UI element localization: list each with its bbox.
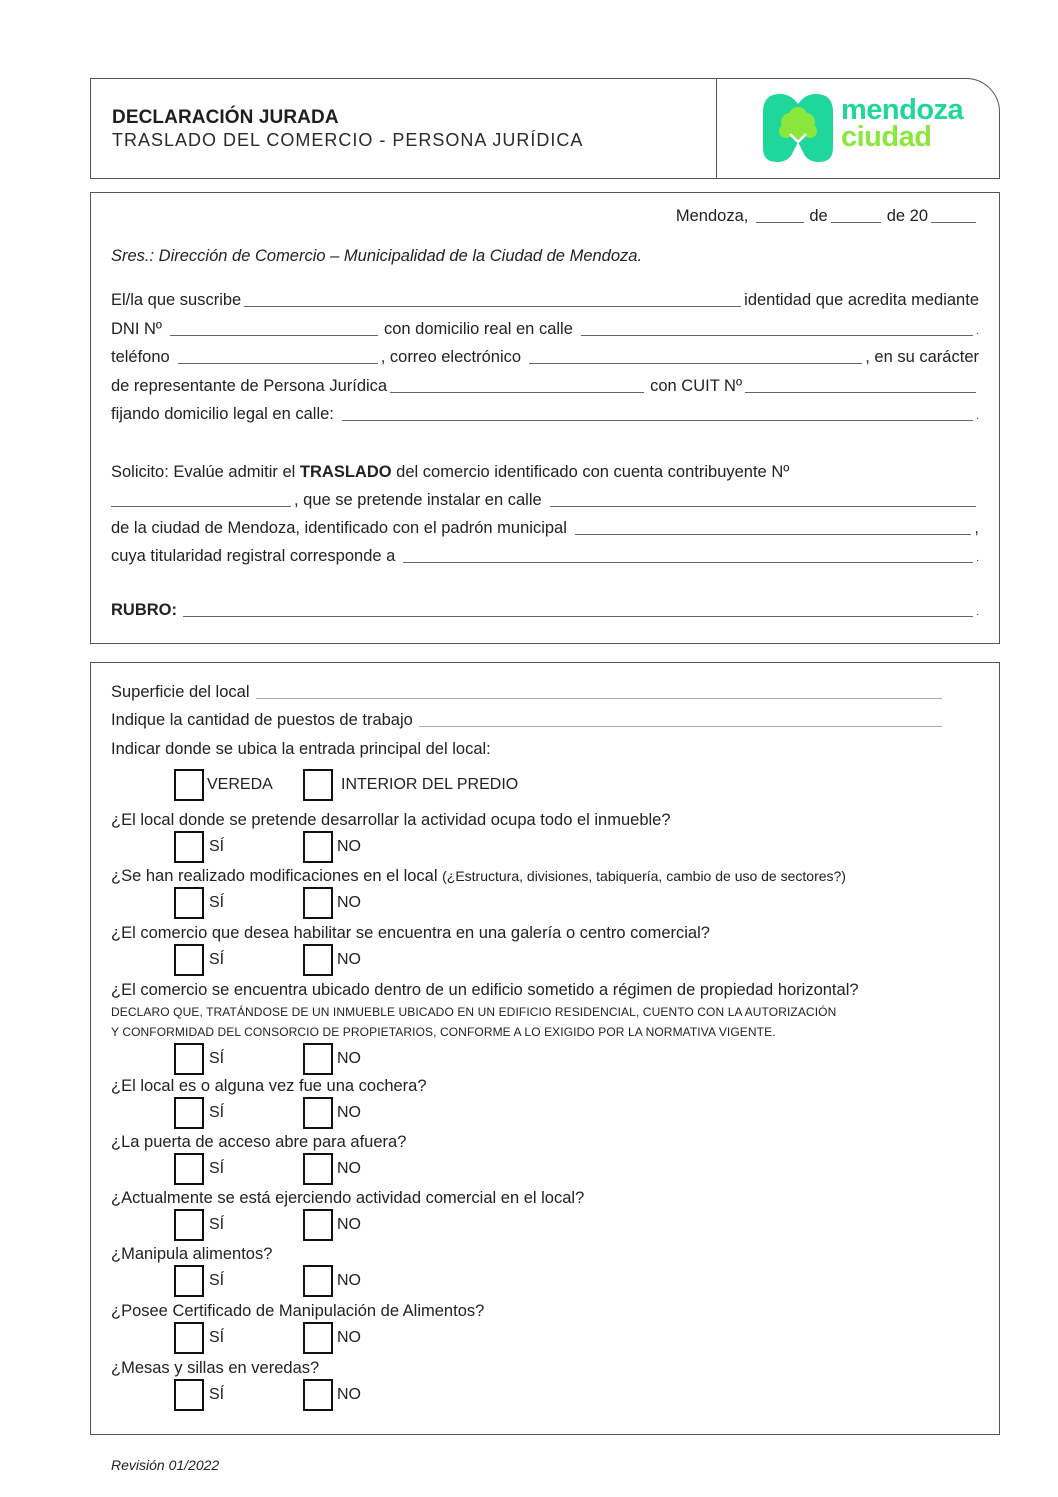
addressee-text: Sres.: Dirección de Comercio – Municipalidad de la Ciudad de Mendoza. xyxy=(111,247,643,265)
checkbox-si[interactable] xyxy=(174,1322,204,1354)
checkbox-no[interactable] xyxy=(303,1379,333,1411)
line-representante xyxy=(111,377,979,396)
domicilio-legal-field[interactable] xyxy=(342,420,973,421)
option-si[interactable] xyxy=(174,1097,224,1129)
label-si: SÍ xyxy=(209,1050,225,1067)
checkbox-no[interactable] xyxy=(303,1043,333,1075)
superficie-field[interactable] xyxy=(256,698,943,699)
label-puestos: Indique la cantidad de puestos de trabajo xyxy=(111,711,413,729)
correo-field[interactable] xyxy=(529,363,862,364)
checkbox-no[interactable] xyxy=(303,887,333,919)
question-text: ¿Manipula alimentos? xyxy=(111,1245,273,1263)
puestos-field[interactable] xyxy=(419,726,942,727)
declaration-note: DECLARO QUE, TRATÁNDOSE DE UN INMUEBLE UBICADO EN UN EDIFICIO RESIDENCIAL, CUENTO CON LA AUTORIZACIÓN xyxy=(111,1005,837,1019)
checkbox-si[interactable] xyxy=(174,944,204,976)
question-3 xyxy=(111,924,710,943)
declaration-note: Y CONFORMIDAD DEL CONSORCIO DE PROPIETARIOS, CONFORME A LO EXIGIDO POR LA NORMATIVA VIGENTE. xyxy=(111,1025,776,1039)
label-titularidad: cuya titularidad registral corresponde a xyxy=(111,547,396,565)
question-5 xyxy=(111,1077,427,1096)
label-no: NO xyxy=(337,1104,361,1121)
label-si: SÍ xyxy=(209,1160,225,1177)
local-details-section xyxy=(90,662,1000,1435)
dot: . xyxy=(976,326,979,337)
label-domicilio-real: con domicilio real en calle xyxy=(383,320,573,338)
line-calle-instalar xyxy=(111,491,979,510)
date-line xyxy=(111,207,979,226)
date-city: Mendoza, xyxy=(675,207,749,225)
checkbox-si[interactable] xyxy=(174,1097,204,1129)
month-field[interactable] xyxy=(831,222,881,223)
dni-field[interactable] xyxy=(170,335,378,336)
telefono-field[interactable] xyxy=(178,363,378,364)
rubro-field[interactable] xyxy=(183,616,973,617)
date-de-2: de 20 xyxy=(886,207,928,225)
question-text: ¿El local es o alguna vez fue una cochera? xyxy=(111,1077,427,1095)
checkbox-si[interactable] xyxy=(174,1209,204,1241)
label-domicilio-legal: fijando domicilio legal en calle: xyxy=(111,405,334,423)
option-si[interactable] xyxy=(174,1265,224,1297)
label-caracter: , en su carácter xyxy=(865,348,979,366)
label-si: SÍ xyxy=(209,1329,225,1346)
label-si: SÍ xyxy=(209,1386,225,1403)
option-no[interactable] xyxy=(303,1265,361,1297)
cuenta-contribuyente-field[interactable] xyxy=(111,506,291,507)
label-si: SÍ xyxy=(209,1272,225,1289)
label-no: NO xyxy=(337,1050,361,1067)
checkbox-no[interactable] xyxy=(303,1265,333,1297)
checkbox-si[interactable] xyxy=(174,1265,204,1297)
label-no: NO xyxy=(337,1272,361,1289)
question-9 xyxy=(111,1302,484,1321)
name-field[interactable] xyxy=(244,306,741,307)
option-interior-predio[interactable] xyxy=(303,769,518,801)
checkbox-no[interactable] xyxy=(303,944,333,976)
label-superficie: Superficie del local xyxy=(111,683,250,701)
line-suscribe xyxy=(111,291,979,310)
question-text: ¿Se han realizado modificaciones en el local xyxy=(111,867,443,885)
checkbox-no[interactable] xyxy=(303,1153,333,1185)
cuit-field[interactable] xyxy=(745,392,976,393)
option-vereda[interactable] xyxy=(174,769,273,801)
question-4 xyxy=(111,981,859,1000)
line-titularidad xyxy=(111,547,979,566)
label-si: SÍ xyxy=(209,894,225,911)
label-si: SÍ xyxy=(209,1216,225,1233)
checkbox-no[interactable] xyxy=(303,1097,333,1129)
label-no: NO xyxy=(337,838,361,855)
option-si[interactable] xyxy=(174,831,224,863)
checkbox-si[interactable] xyxy=(174,1043,204,1075)
line-domicilio-legal xyxy=(111,405,979,424)
logo-text-ciudad: ciudad xyxy=(841,121,932,153)
date-de-1: de xyxy=(809,207,828,225)
question-text: ¿Mesas y sillas en veredas? xyxy=(111,1359,320,1377)
title-area xyxy=(91,79,717,178)
addressee xyxy=(111,247,979,266)
line-superficie xyxy=(111,683,945,702)
label-suscribe: El/la que suscribe xyxy=(111,291,242,309)
label-solicito: Solicito: Evalúe admitir el xyxy=(111,463,300,481)
persona-juridica-field[interactable] xyxy=(390,392,644,393)
mendoza-ciudad-logo xyxy=(763,94,963,162)
label-instalar-calle: , que se pretende instalar en calle xyxy=(294,491,542,509)
option-no[interactable] xyxy=(303,1209,361,1241)
option-no[interactable] xyxy=(303,887,361,919)
option-si[interactable] xyxy=(174,1322,224,1354)
label-no: NO xyxy=(337,951,361,968)
year-field[interactable] xyxy=(931,222,976,223)
label-cuenta-contribuyente: del comercio identificado con cuenta contribuyente Nº xyxy=(391,463,790,481)
label-rubro: RUBRO: xyxy=(111,601,177,619)
question-text: ¿Posee Certificado de Manipulación de Alimentos? xyxy=(111,1302,485,1320)
option-si[interactable] xyxy=(174,1209,224,1241)
calle-instalar-field[interactable] xyxy=(550,506,976,507)
question-1 xyxy=(111,811,671,830)
question-aside: (¿Estructura, divisiones, tabiquería, cambio de uso de sectores?) xyxy=(442,868,846,884)
question-text: ¿Actualmente se está ejerciendo actividad comercial en el local? xyxy=(111,1189,585,1207)
label-interior-predio: INTERIOR DEL PREDIO xyxy=(341,776,519,793)
label-vereda: VEREDA xyxy=(207,776,273,793)
revision-label: Revisión 01/2022 xyxy=(111,1457,220,1473)
checkbox-interior-predio[interactable] xyxy=(303,769,333,801)
label-no: NO xyxy=(337,1329,361,1346)
option-si[interactable] xyxy=(174,944,224,976)
logo-text-mendoza: mendoza xyxy=(841,94,964,126)
option-si[interactable] xyxy=(174,1379,224,1411)
checkbox-no[interactable] xyxy=(303,1209,333,1241)
line-dni xyxy=(111,320,979,339)
dot: . xyxy=(976,553,979,564)
label-dni: DNI Nº xyxy=(111,320,162,338)
checkbox-no[interactable] xyxy=(303,831,333,863)
checkbox-si[interactable] xyxy=(174,831,204,863)
comma: , xyxy=(974,519,979,537)
checkbox-no[interactable] xyxy=(303,1322,333,1354)
label-no: NO xyxy=(337,1160,361,1177)
padron-field[interactable] xyxy=(575,534,972,535)
option-si[interactable] xyxy=(174,1043,224,1075)
label-si: SÍ xyxy=(209,951,225,968)
option-no[interactable] xyxy=(303,1379,361,1411)
option-no[interactable] xyxy=(303,1153,361,1185)
option-no[interactable] xyxy=(303,831,361,863)
dot: . xyxy=(976,411,979,422)
day-field[interactable] xyxy=(756,222,804,223)
label-no: NO xyxy=(337,894,361,911)
question-2 xyxy=(111,867,846,886)
logo-wordmark xyxy=(841,94,964,153)
question-6 xyxy=(111,1133,406,1152)
label-identidad: identidad que acredita mediante xyxy=(744,291,979,309)
checkbox-si[interactable] xyxy=(174,887,204,919)
line-rubro xyxy=(111,601,979,620)
question-8 xyxy=(111,1245,272,1264)
option-si[interactable] xyxy=(174,1153,224,1185)
label-si: SÍ xyxy=(209,838,225,855)
checkbox-vereda[interactable] xyxy=(174,769,204,801)
option-no[interactable] xyxy=(303,1097,361,1129)
label-no: NO xyxy=(337,1386,361,1403)
form-title: DECLARACIÓN JURADA xyxy=(112,107,339,128)
label-no: NO xyxy=(337,1216,361,1233)
question-7 xyxy=(111,1189,584,1208)
label-padron: de la ciudad de Mendoza, identificado con el padrón municipal xyxy=(111,519,567,537)
checkbox-si[interactable] xyxy=(174,1153,204,1185)
question-text: ¿La puerta de acceso abre para afuera? xyxy=(111,1133,407,1151)
option-no[interactable] xyxy=(303,1322,361,1354)
label-si: SÍ xyxy=(209,1104,225,1121)
line-padron xyxy=(111,519,979,538)
form-subtitle: TRASLADO DEL COMERCIO - PERSONA JURÍDICA xyxy=(112,130,584,150)
line-puestos xyxy=(111,711,945,730)
option-no[interactable] xyxy=(303,944,361,976)
line-solicito xyxy=(111,463,979,482)
checkbox-si[interactable] xyxy=(174,1379,204,1411)
dot: . xyxy=(976,607,979,618)
mendoza-m-tree-icon xyxy=(763,94,833,162)
domicilio-real-field[interactable] xyxy=(581,335,973,336)
question-text: ¿El local donde se pretende desarrollar la actividad ocupa todo el inmueble? xyxy=(111,811,671,829)
titularidad-field[interactable] xyxy=(403,562,973,563)
option-no[interactable] xyxy=(303,1043,361,1075)
label-traslado: TRASLADO xyxy=(299,463,392,481)
applicant-section xyxy=(90,192,1000,644)
form-header xyxy=(90,78,1000,179)
question-10 xyxy=(111,1359,319,1378)
question-text: ¿El comercio que desea habilitar se encuentra en una galería o centro comercial? xyxy=(111,924,710,942)
label-correo: , correo electrónico xyxy=(380,348,522,366)
label-telefono: teléfono xyxy=(111,348,170,366)
option-si[interactable] xyxy=(174,887,224,919)
line-telefono xyxy=(111,348,979,367)
label-entrada: Indicar donde se ubica la entrada principal del local: xyxy=(111,740,491,758)
label-cuit: con CUIT Nº xyxy=(650,377,743,395)
question-text: ¿El comercio se encuentra ubicado dentro de un edificio sometido a régimen de propiedad horizontal? xyxy=(111,981,859,999)
label-representante: de representante de Persona Jurídica xyxy=(111,377,388,395)
